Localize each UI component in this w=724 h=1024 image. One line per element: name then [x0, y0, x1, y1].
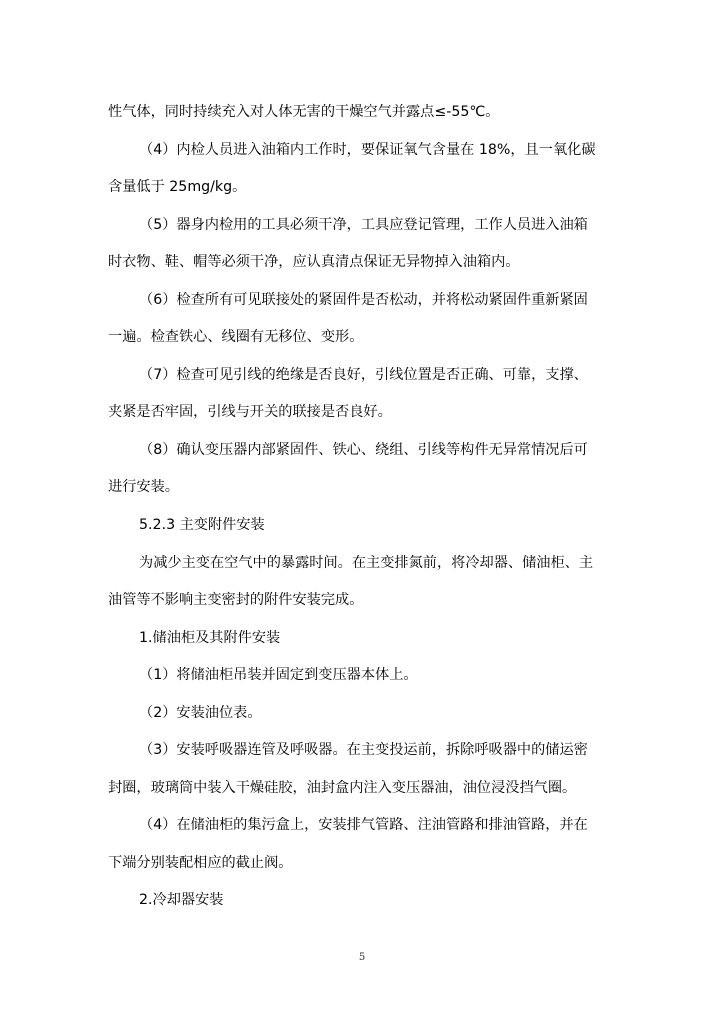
page-number: 5 [358, 952, 366, 963]
text-line: 一遍。检查铁心、线圈有无移位、变形。 [108, 329, 364, 346]
text-line: 性气体，同时持续充入对人体无害的干燥空气并露点≤-55℃。 [108, 104, 500, 120]
text-line: （7）检查可见引线的绝缘是否良好，引线位置是否正确、可靠，支撑、 [139, 366, 588, 383]
text-line: 下端分别装配相应的截止阀。 [108, 854, 293, 871]
text-line: 封圈，玻璃筒中装入干燥硅胶，油封盒内注入变压器油，油位浸没挡气圈。 [108, 779, 577, 796]
text-line: （6）检查所有可见联接处的紧固件是否松动，并将松动紧固件重新紧固 [139, 291, 588, 308]
text-line: 为减少主变在空气中的暴露时间。在主变排氮前，将冷却器、储油柜、主 [139, 554, 594, 571]
subsection-heading: 1.储油柜及其附件安装 [139, 629, 281, 646]
text-line: （3）安装呼吸器连管及呼吸器。在主变投运前，拆除呼吸器中的储运密 [139, 742, 588, 759]
subsection-heading: 2.冷却器安装 [139, 892, 224, 909]
section-heading: 5.2.3 主变附件安装 [139, 517, 265, 534]
text-line: （8）确认变压器内部紧固件、铁心、绕组、引线等构件无异常情况后可 [139, 441, 588, 458]
text-line: 时衣物、鞋、帽等必须干净，应认真清点保证无异物掉入油箱内。 [108, 254, 520, 271]
document-body [108, 102, 616, 928]
text-line: （4）在储油柜的集污盒上，安装排气管路、注油管路和排油管路，并在 [139, 817, 588, 834]
text-line: 含量低于 25mg/kg。 [108, 179, 247, 196]
text-line: （5）器身内检用的工具必须干净，工具应登记管理，工作人员进入油箱 [139, 216, 588, 233]
text-line: 油管等不影响主变密封的附件安装完成。 [108, 592, 364, 609]
text-line: （1）将储油柜吊装并固定到变压器本体上。 [139, 667, 418, 684]
text-line: （2）安装油位表。 [139, 704, 262, 721]
text-line: （4）内检人员进入油箱内工作时，要保证氧气含量在 18%，且一氧化碳 [139, 141, 596, 158]
text-line: 夹紧是否牢固，引线与开关的联接是否良好。 [108, 404, 392, 421]
text-line: 进行安装。 [108, 479, 179, 496]
